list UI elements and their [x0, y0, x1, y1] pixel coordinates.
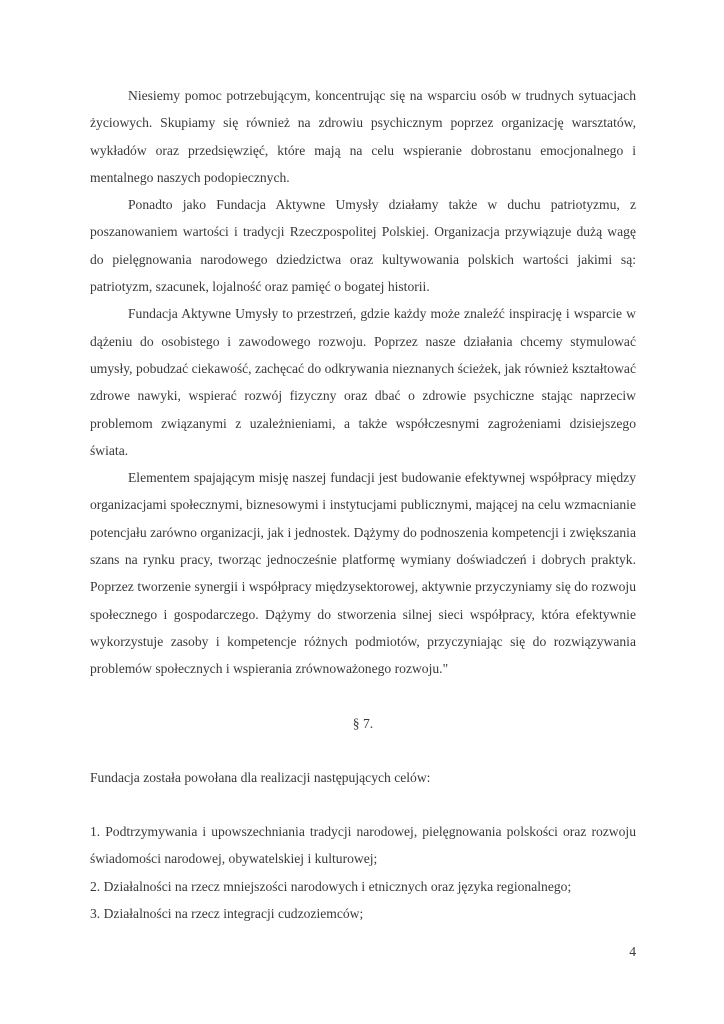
list-item-3: 3. Działalności na rzecz integracji cudzoziemców;	[90, 906, 364, 922]
goals-intro-line: Fundacja została powołana dla realizacji następujących celów:	[90, 769, 431, 785]
paragraph-cooperation: Elementem spajającym misję naszej fundacji jest budowanie efektywnej współpracy między organizacjami społecznymi, biznesowymi i instytucjami publicznymi, mającej na celu wzmacnianie potencjału zarówno organizacji, jak i jednostek. Dążymy do podnoszenia kompetencji i zwiększania szans na rynku pracy, tworząc jednocześnie platformę wymiany doświadczeń i dobrych praktyk. Poprzez tworzenie synergii i współpracy międzysektorowej, aktywnie przyczyniamy się do rozwoju społecznego i gospodarczego. Dążymy do stworzenia silnej sieci współpracy, która efektywnie wykorzystuje zasoby i kompetencje różnych podmiotów, przyczyniając się do rozwiązywania problemów społecznych i wspierania zrównoważonego rozwoju."	[90, 470, 636, 677]
page-content	[90, 82, 636, 927]
goals-list	[90, 818, 636, 927]
paragraph-inspiration: Fundacja Aktywne Umysły to przestrzeń, gdzie każdy może znaleźć inspirację i wsparcie w dążeniu do osobistego i zawodowego rozwoju. Poprzez nasze działania chcemy stymulować umysły, pobudzać ciekawość, zachęcać do odkrywania nieznanych ścieżek, jak również kształtować zdrowe nawyki, wspierać rozwój fizyczny oraz dbać o zdrowie psychiczne stając naprzeciw problemom związanymi z uzależnieniami, a także współczesnymi zagrożeniami dzisiejszego świata.	[90, 306, 636, 458]
list-item-1: 1. Podtrzymywania i upowszechniania tradycji narodowej, pielęgnowania polskości oraz rozwoju świadomości narodowej, obywatelskiej i kulturowej;	[90, 824, 636, 867]
paragraph-patriotism: Ponadto jako Fundacja Aktywne Umysły działamy także w duchu patriotyzmu, z poszanowaniem wartości i tradycji Rzeczpospolitej Polskiej. Organizacja przywiązuje dużą wagę do pielęgnowania narodowego dziedzictwa oraz kultywowania polskich wartości jakimi są: patriotyzm, szacunek, lojalność oraz pamięć o bogatej historii.	[90, 197, 636, 295]
paragraph-mission-support: Niesiemy pomoc potrzebującym, koncentrując się na wsparciu osób w trudnych sytuacjach życiowych. Skupiamy się również na zdrowiu psychicznym poprzez organizację warsztatów, wykładów oraz przedsięwzięć, które mają na celu wspieranie dobrostanu emocjonalnego i mentalnego naszych podopiecznych.	[90, 88, 636, 185]
section-heading-paragraph-7: § 7.	[352, 715, 374, 731]
page-number: 4	[629, 944, 636, 959]
list-item-2: 2. Działalności na rzecz mniejszości narodowych i etnicznych oraz języka regionalnego;	[90, 878, 572, 894]
